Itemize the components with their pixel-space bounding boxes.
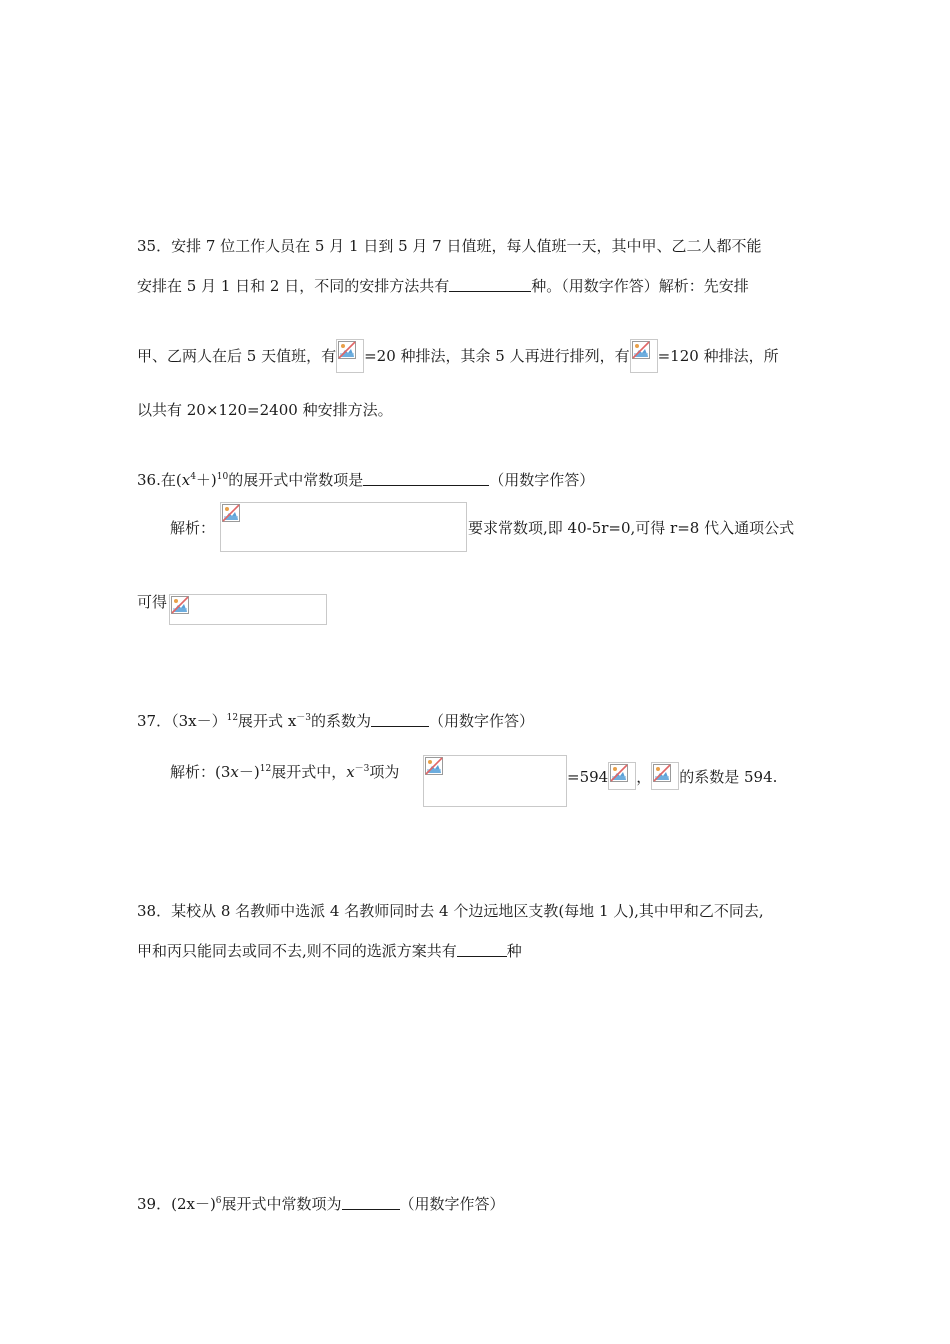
q37-mid: 展开式 x bbox=[238, 712, 297, 730]
q37-answer-blank bbox=[371, 712, 429, 727]
q35-answer-blank bbox=[449, 277, 531, 292]
q37-formula-image-1 bbox=[423, 755, 567, 807]
q36-explanation-text: 要求常数项,即 40-5r=0,可得 r=8 代入通项公式 bbox=[468, 519, 795, 537]
q37-jx-exp-1: 12 bbox=[259, 764, 272, 774]
q38-line-2 bbox=[137, 941, 522, 961]
q35-formula-image-2 bbox=[630, 339, 658, 373]
broken-image-icon bbox=[171, 596, 189, 614]
q36-var-x: x bbox=[181, 471, 191, 489]
q36-jiexi-label: 解析： bbox=[170, 519, 216, 537]
q36-answer-blank bbox=[363, 471, 489, 486]
q37-formula-image-2 bbox=[608, 762, 636, 790]
q35-text-2a: 安排在 5 月 1 日和 2 日，不同的安排方法共有 bbox=[137, 277, 450, 295]
q37-jx-close: －) bbox=[238, 763, 260, 781]
q37-jx-prefix: 解析：(3 bbox=[170, 763, 231, 781]
q35-line-2 bbox=[137, 276, 749, 296]
q36-kede-label: 可得 bbox=[137, 593, 168, 611]
broken-image-icon bbox=[653, 764, 671, 782]
q37-jx-mid: 展开式中， bbox=[271, 763, 347, 781]
q36-exp-2: 10 bbox=[216, 472, 229, 482]
q37-jx-exp-2: －3 bbox=[354, 764, 370, 774]
q37-jx-eq: =594 bbox=[567, 768, 609, 786]
q35-text-3a: 甲、乙两人在后 5 天值班，有 bbox=[137, 347, 337, 365]
q37-jx-comma: ， bbox=[636, 768, 652, 786]
q35-text-3b: =20 种排法，其余 5 人再进行排列，有 bbox=[364, 347, 630, 365]
q37-jx-var-x: x bbox=[230, 763, 239, 781]
q37-formula-image-3 bbox=[651, 762, 679, 790]
broken-image-icon bbox=[222, 504, 240, 522]
broken-image-icon bbox=[632, 341, 650, 359]
q36-line-1 bbox=[137, 470, 594, 490]
q37-jiexi-line bbox=[170, 762, 399, 782]
q38-answer-blank bbox=[457, 942, 507, 957]
q36-suffix: （用数字作答） bbox=[489, 471, 595, 489]
q37-line-1 bbox=[137, 711, 534, 731]
q37-jiexi-tail bbox=[567, 762, 777, 790]
q36-exp-1: 4 bbox=[190, 472, 196, 482]
broken-image-icon bbox=[610, 764, 628, 782]
q39-prefix: 39．(2x－) bbox=[137, 1195, 216, 1213]
q36-formula-image-2 bbox=[169, 594, 327, 625]
q38-text-2a: 甲和丙只能同去或同不去,则不同的选派方案共有 bbox=[137, 942, 457, 960]
q37-mid2: 的系数为 bbox=[311, 712, 372, 730]
broken-image-icon bbox=[425, 757, 443, 775]
q38-text-2b: 种 bbox=[506, 942, 522, 960]
q39-line-1 bbox=[137, 1194, 505, 1214]
q39-suffix: （用数字作答） bbox=[399, 1195, 505, 1213]
q36-formula-image-1 bbox=[220, 502, 467, 552]
q37-prefix: 37．（3x－） bbox=[137, 712, 227, 730]
q36-mid: 的展开式中常数项是 bbox=[228, 471, 364, 489]
q37-jx-var-x2: x bbox=[346, 763, 355, 781]
q37-exp-2: －3 bbox=[296, 713, 312, 723]
q36-plus: ＋) bbox=[195, 471, 217, 489]
q37-suffix: （用数字作答） bbox=[429, 712, 535, 730]
q37-jx-end: 的系数是 594. bbox=[679, 768, 778, 786]
q39-mid: 展开式中常数项为 bbox=[221, 1195, 342, 1213]
q37-exp-1: 12 bbox=[226, 713, 239, 723]
q35-formula-image-1 bbox=[336, 339, 364, 373]
q35-line-1: 35．安排 7 位工作人员在 5 月 1 日到 5 月 7 日值班，每人值班一天，其中甲、乙二人都不能 bbox=[137, 237, 762, 255]
q37-jx-mid2: 项为 bbox=[369, 763, 400, 781]
q35-text-3c: =120 种排法，所 bbox=[657, 347, 779, 365]
q39-exp: 6 bbox=[215, 1196, 222, 1206]
q35-text-2b: 种。（用数字作答）解析：先安排 bbox=[531, 277, 749, 295]
broken-image-icon bbox=[338, 341, 356, 359]
q38-line-1: 38．某校从 8 名教师中选派 4 名教师同时去 4 个边远地区支教(每地 1 人),其中甲和乙不同去, bbox=[137, 902, 764, 920]
q35-line-4: 以共有 20×120=2400 种安排方法。 bbox=[137, 401, 393, 419]
q39-answer-blank bbox=[342, 1195, 400, 1210]
q35-line-3 bbox=[137, 339, 779, 373]
q36-prefix: 36.在( bbox=[137, 471, 182, 489]
